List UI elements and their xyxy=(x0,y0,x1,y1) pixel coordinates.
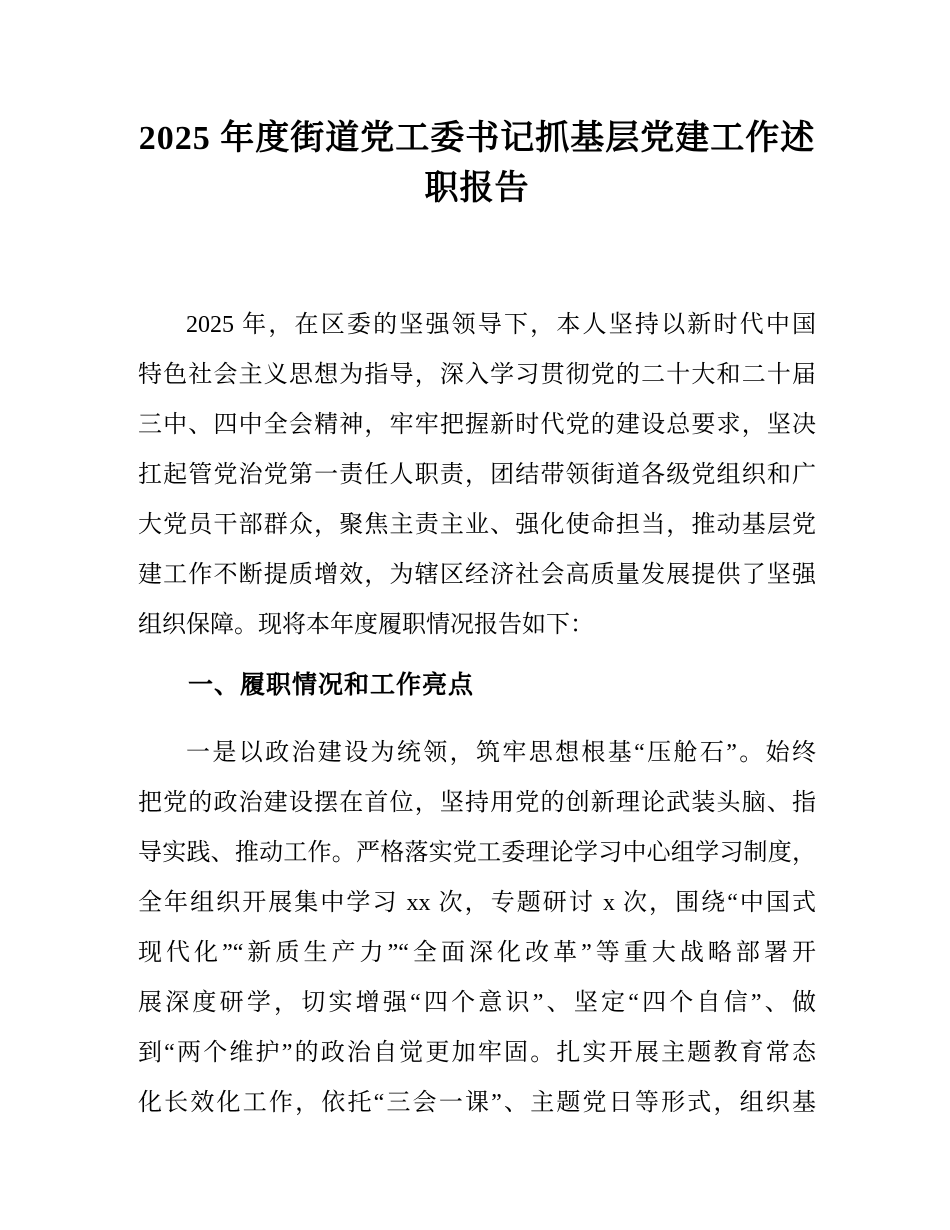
paragraph-line: 把党的政治建设摆在首位，坚持用党的创新理论武装头脑、指 xyxy=(138,790,816,816)
paragraph-line: 特色社会主义思想为指导，深入学习贯彻党的二十大和二十届 xyxy=(138,362,816,388)
paragraph-line: 现代化”“新质生产力”“全面深化改革”等重大战略部署开 xyxy=(138,940,816,966)
title-line: 2025 年度街道党工委书记抓基层党建工作述 xyxy=(138,120,816,157)
intro-paragraph xyxy=(138,300,816,650)
section-paragraph xyxy=(138,728,816,1128)
document-title xyxy=(138,0,816,214)
section-heading: 一、履职情况和工作亮点 xyxy=(188,671,475,699)
paragraph-line: 到“两个维护”的政治自觉更加牢固。扎实开展主题教育常态 xyxy=(138,1040,816,1066)
paragraph-line: 展深度研学，切实增强“四个意识”、坚定“四个自信”、做 xyxy=(138,990,816,1016)
paragraph-line: 组织保障。现将本年度履职情况报告如下： xyxy=(138,612,594,638)
paragraph-line: 大党员干部群众，聚焦主责主业、强化使命担当，推动基层党 xyxy=(138,512,816,538)
document-content xyxy=(138,0,816,1128)
paragraph-line: 化长效化工作，依托“三会一课”、主题党日等形式，组织基 xyxy=(138,1090,816,1116)
paragraph-line: 扛起管党治党第一责任人职责，团结带领街道各级党组织和广 xyxy=(138,462,816,488)
paragraph-line: 三中、四中全会精神，牢牢把握新时代党的建设总要求，坚决 xyxy=(138,412,816,438)
paragraph-line: 全年组织开展集中学习 xx 次，专题研讨 x 次，围绕“中国式 xyxy=(138,890,816,916)
paragraph-line: 2025 年，在区委的坚强领导下，本人坚持以新时代中国 xyxy=(186,312,816,338)
paragraph-line: 建工作不断提质增效，为辖区经济社会高质量发展提供了坚强 xyxy=(138,562,816,588)
paragraph-line: 导实践、推动工作。严格落实党工委理论学习中心组学习制度， xyxy=(138,840,816,866)
title-line: 职报告 xyxy=(424,170,530,207)
paragraph-line: 一是以政治建设为统领，筑牢思想根基“压舱石”。始终 xyxy=(186,740,816,766)
